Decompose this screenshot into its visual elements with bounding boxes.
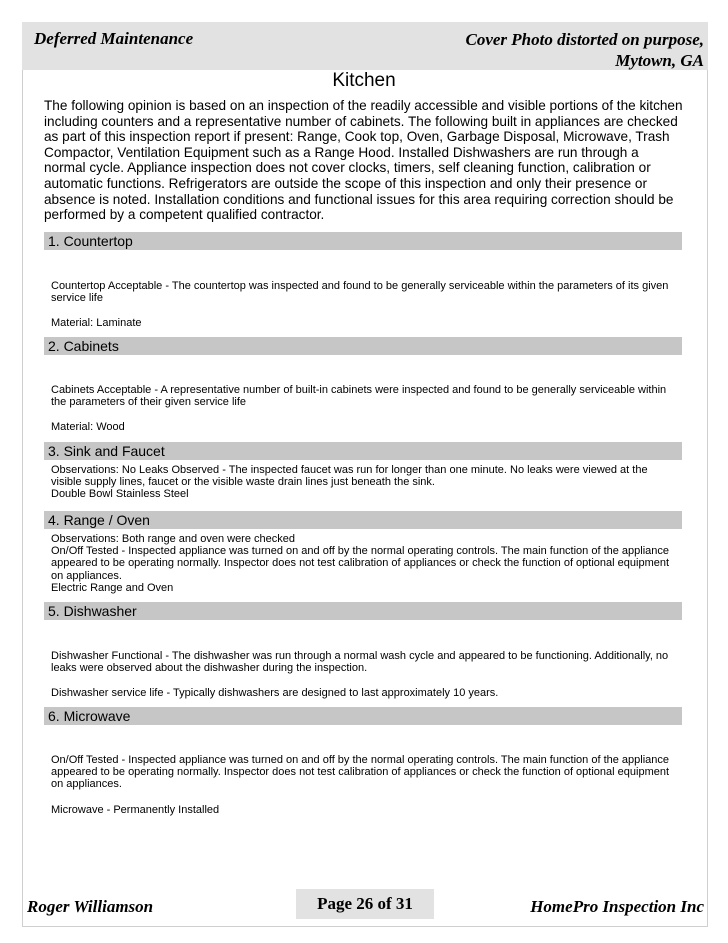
header-right-line2: Mytown, GA xyxy=(615,51,704,70)
dishwasher-condition: Dishwasher Functional - The dishwasher was run through a normal wash cycle and appeared to be functioning. Additionally, no leaks were observed about the dishwasher during the inspection. xyxy=(51,650,669,675)
cabinets-condition: Cabinets Acceptable - A representative number of built-in cabinets were inspected and found to be generally serviceable within the parameters of their given service life xyxy=(51,384,667,409)
intro-paragraph: The following opinion is based on an inspection of the readily accessible and visible portions of the kitchen including counters and a representative number of cabinets. The following built in appliances are checked as part of this inspection report if present: Range, Cook top, Oven, Garbage Disposal, Microwave, Trash Compactor, Ventilation Equipment such as a Range Hood. Installed Dishwashers are run through a normal cycle. Appliance inspection does not cover clocks, timers, self cleaning function, calibration or automatic functions. Refrigerators are outside the scope of this inspection and only their presence or absence is noted. Installation conditions and functional issues for this area requiring correction should be performed by a competent qualified contractor. xyxy=(44,98,683,223)
section-heading-microwave: 6. Microwave xyxy=(44,707,682,725)
microwave-type: Microwave - Permanently Installed xyxy=(51,803,220,816)
range-oven-body xyxy=(51,533,681,594)
sink-faucet-body xyxy=(51,464,681,501)
countertop-body xyxy=(51,280,681,330)
section-heading-sink-faucet: 3. Sink and Faucet xyxy=(44,442,682,460)
section-heading-countertop: 1. Countertop xyxy=(44,232,682,250)
observations-label: Observations: xyxy=(51,464,119,476)
dishwasher-service-life: Dishwasher service life - Typically dishwashers are designed to last approximately 10 years. xyxy=(51,687,499,700)
cabinets-material: Material: Wood xyxy=(51,421,125,434)
header-right-line1: Cover Photo distorted on purpose, xyxy=(465,30,704,49)
dishwasher-body xyxy=(51,650,681,700)
range-on-off-tested: On/Off Tested - Inspected appliance was turned on and off by the normal operating controls. The main function of the appliance appeared to be operating normally. Inspector does not test calibration of appliances or check the function of optional equipment on appliances. xyxy=(51,545,670,582)
section-heading-range-oven: 4. Range / Oven xyxy=(44,511,682,529)
header-left-title: Deferred Maintenance xyxy=(34,29,194,48)
range-observations xyxy=(51,533,681,545)
header-right-title xyxy=(466,29,705,71)
range-observation-text: Both range and oven were checked xyxy=(118,533,295,545)
sink-observation-text: No Leaks Observed - The inspected faucet was run for longer than one minute. No leaks were viewed at the visible supply lines, faucet or the visible waste drain lines just beneath the sink. xyxy=(51,464,648,489)
cabinets-body xyxy=(51,384,681,434)
countertop-material: Material: Laminate xyxy=(51,317,142,330)
section-heading-cabinets: 2. Cabinets xyxy=(44,337,682,355)
section-heading-dishwasher: 5. Dishwasher xyxy=(44,602,682,620)
section-title: Kitchen xyxy=(332,70,396,91)
footer-company-name: HomePro Inspection Inc xyxy=(530,897,704,916)
footer-page-number: Page 26 of 31 xyxy=(296,889,434,919)
observations-label: Observations: xyxy=(51,533,119,545)
microwave-body xyxy=(51,754,681,816)
footer-inspector-name: Roger Williamson xyxy=(27,897,154,916)
range-type: Electric Range and Oven xyxy=(51,581,174,594)
sink-observations xyxy=(51,464,681,488)
countertop-condition: Countertop Acceptable - The countertop was inspected and found to be generally serviceable within the parameters of its given service life xyxy=(51,280,669,305)
sink-type: Double Bowl Stainless Steel xyxy=(51,488,189,501)
microwave-on-off-tested: On/Off Tested - Inspected appliance was turned on and off by the normal operating controls. The main function of the appliance appeared to be operating normally. Inspector does not test calibration of appliances or check the function of optional equipment on appliances. xyxy=(51,754,670,791)
